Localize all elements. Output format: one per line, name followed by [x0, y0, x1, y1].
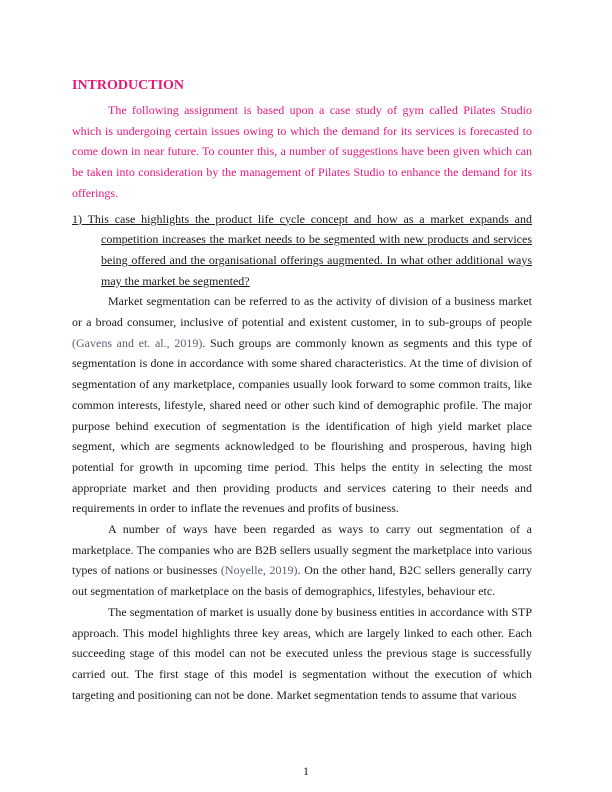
text: . On the other hand, B2C sellers generally carry out segmentation of marketplace on the basis of demographics, lifestyles, behaviour etc. — [72, 563, 533, 599]
citation: (Noyelle, 2019) — [220, 563, 298, 578]
text: A number of ways have been regarded as ways to carry out segmentation of a marketplace. The companies who are B2B sellers usually segment the marketplace into various types of nations or businesses — [72, 522, 532, 578]
body-paragraph-2 — [72, 519, 532, 602]
citation: (Gavens and et. al., 2019) — [72, 335, 203, 350]
text: . Such groups are commonly known as segments and this type of segmentation is done in accordance with some shared characteristics. At the time of division of segmentation of any marketplace, companies usually look forward to some common traits, like common interests, lifestyle, shared need or other such kind of demographic profile. The major purpose behind execution of segmentation is the identification of high yield market place segment, which are segments acknowledged to be flourishing and prosperous, having high potential for growth in upcoming time period. This helps the entity in selecting the most appropriate market and then providing products and services catering to their needs and requirements in order to inflate the revenues and profits of business. — [72, 335, 532, 516]
page-number: 1 — [303, 764, 309, 778]
body-paragraph-3: The segmentation of market is usually done by business entities in accordance with STP approach. This model highlights three key areas, which are largely linked to each other. Each succeeding stage of this model can not be executed unless the previous stage is successfully carried out. The first stage of this model is segmentation without the execution of which targeting and positioning can not be done. Market segmentation tends to assume that various — [72, 604, 532, 702]
question-1: 1) This case highlights the product life cycle concept and how as a market expands and competition increases the market needs to be segmented with new products and services being offered and the organisational offerings augmented. In what other additional ways may the market be segmented? — [72, 211, 532, 288]
body-paragraph-1 — [72, 291, 532, 519]
text: Market segmentation can be referred to as the activity of division of a business market or a broad consumer, inclusive of potential and existent customer, in to sub-groups of people — [72, 294, 532, 330]
page-content — [72, 76, 532, 705]
intro-paragraph: The following assignment is based upon a case study of gym called Pilates Studio which is undergoing certain issues owing to which the demand for its services is forecasted to come down in near future. To counter this, a number of suggestions have been given which can be taken into consideration by the management of Pilates Studio to enhance the demand for its offerings. — [72, 103, 532, 200]
section-heading: INTRODUCTION — [72, 78, 185, 93]
